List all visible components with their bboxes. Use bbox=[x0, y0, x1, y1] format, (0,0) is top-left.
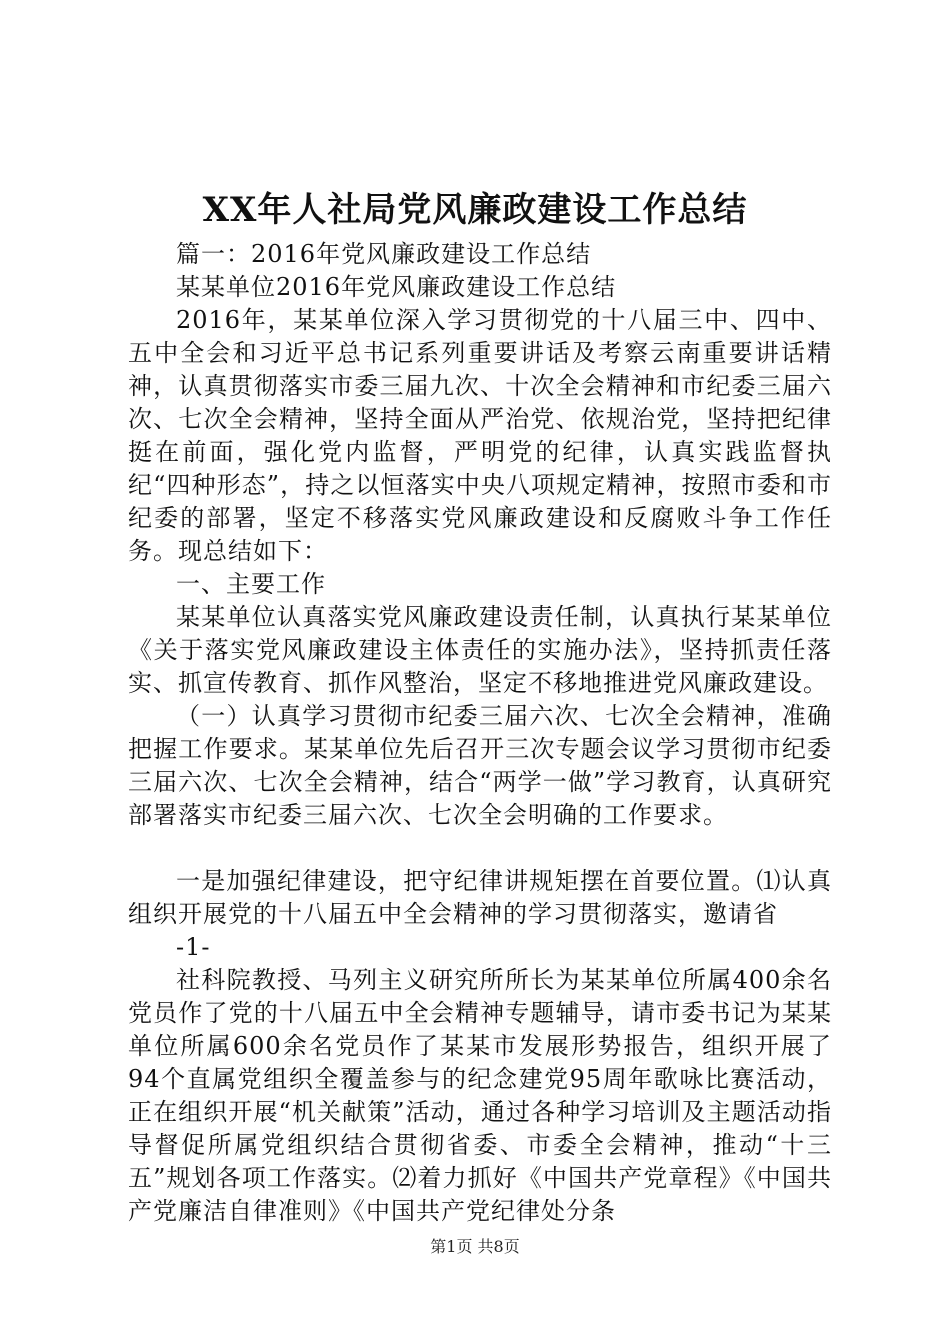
paragraph-main-work: 某某单位认真落实党风廉政建设责任制，认真执行某某单位《关于落实党风廉政建设主体责任的实施办法》，坚持抓责任落实、抓宣传教育、抓作风整治，坚定不移地推进党风廉政建设。 bbox=[128, 603, 832, 697]
page-footer: 第1页 共8页 bbox=[430, 1237, 520, 1256]
paragraph-intro: 2016年，某某单位深入学习贯彻党的十八届三中、四中、五中全会和习近平总书记系列重要讲话及考察云南重要讲话精神，认真贯彻落实市委三届九次、十次全会精神和市纪委三届六次、七次全会精神，坚持全面从严治党、依规治党，坚持把纪律挺在前面，强化党内监督，严明党的纪律，认真实践监督执纪“四种形态”，持之以恒落实中央八项规定精神，按照市委和市纪委的部署，坚定不移落实党风廉政建设和反腐败斗争工作任务。现总结如下： bbox=[128, 306, 832, 565]
paragraph-continued: 社科院教授、马列主义研究所所长为某某单位所属400余名党员作了党的十八届五中全会精神专题辅导，请市委书记为某某单位所属600余名党员作了某某市发展形势报告，组织开展了94个直属党组织全覆盖参与的纪念建党95周年歌咏比赛活动，正在组织开展“机关献策”活动，通过各种学习培训及主题活动指导督促所属党组织结合贯彻省委、市委全会精神，推动“十三五”规划各项工作落实。⑵着力抓好《中国共产党章程》《中国共产党廉洁自律准则》《中国共产党纪律处分条 bbox=[128, 966, 832, 1225]
page-mark: -1- bbox=[176, 933, 211, 961]
paragraph-point-1: 一是加强纪律建设，把守纪律讲规矩摆在首要位置。⑴认真组织开展党的十八届五中全会精神的学习贯彻落实，邀请省 bbox=[128, 867, 832, 928]
blank-line bbox=[128, 832, 832, 865]
paragraph-subtitle-1: 篇一：2016年党风廉政建设工作总结 bbox=[176, 240, 592, 268]
paragraph-subtitle-2: 某某单位2016年党风廉政建设工作总结 bbox=[176, 273, 617, 301]
paragraph-item-1: （一）认真学习贯彻市纪委三届六次、七次全会精神，准确把握工作要求。某某单位先后召开三次专题会议学习贯彻市纪委三届六次、七次全会精神，结合“两学一做”学习教育，认真研究部署落实市纪委三届六次、七次全会明确的工作要求。 bbox=[128, 702, 832, 829]
document-title: XX年人社局党风廉政建设工作总结 bbox=[202, 190, 748, 230]
section-heading-main-work: 一、主要工作 bbox=[176, 570, 326, 598]
document-body bbox=[128, 238, 832, 1228]
